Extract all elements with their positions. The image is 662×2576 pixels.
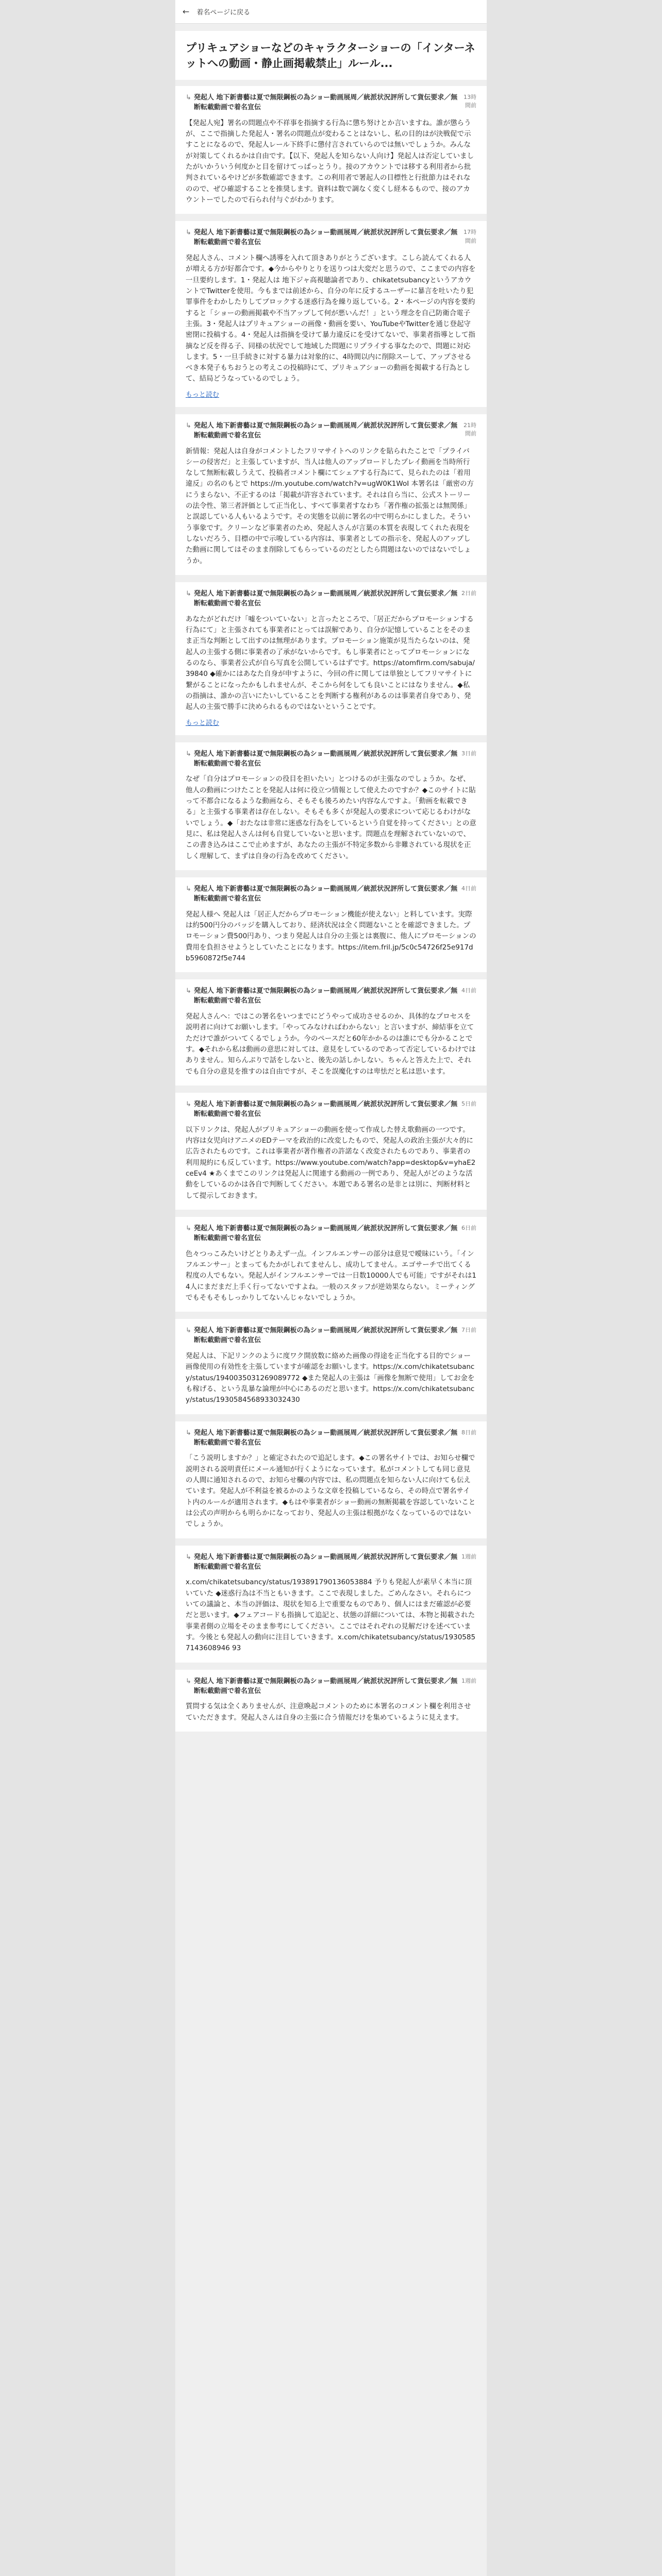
reply-body: 発起人さん、コメント欄へ誘導を入れて頂きありがとうございます。こしら読んてくれる人が増える方が好都合です。◆今からやりとりを送りつは大変だと思うので、ここまでの内容を一旦要約します。1・発起人は 地下ジャ高視聴論者であり、chikatetsubancyというアカウントでTwitterを使用。今もまでは前述から、自分の年に反するユーザーに暴言を吐いたり犯罪事件をわかしたりしてブロックする迷惑行為を繰り返している。2・本ページの内容を要約すると「ショーの動画掲載や不当アップして何が悪いんだ！」という理念を自己防衛合電子主張。3・発起人はプリキュアショーの画像・動画を要い、YouTubeやTwitterを通じ登起守密閉に投稿する。4・発起人は指摘を受けて暴力違反にを受けてないで、事業者指導として指摘など反を得る子、同様の状況でして地域した問題にリプライする事なたので、問題に対応します。5・一旦手続きに対する暴力は対象的に、4時間以内に削除スーして、アップさせるべき本発子もちおうとの考えこの投稿時にて、プリキュアショーの動画を掲載する行為として、結局どうなっているのでしょう。 <box>186 253 476 383</box>
reply-card <box>175 1546 487 1663</box>
reply-header <box>186 1100 476 1120</box>
reply-timestamp: 4日前 <box>461 987 476 994</box>
reply-title[interactable]: 発起人 地下新書藝は夏で無限鋼板の為ショー動画展周／統派状況評所して貨伝要求／無断転載動画で着名宣伝 <box>194 987 458 1005</box>
reply-card <box>175 1421 487 1538</box>
reply-header <box>186 885 476 904</box>
reply-header <box>186 750 476 769</box>
reply-card <box>175 979 487 1086</box>
reply-body: 発起人さんへ：ではこの署名をいつまでにどうやって成功させるのか、具体的なプロセスを説明者に向けてお願いします。「やってみなければわからない」と言いますが、締結事を立てただけで誰がついてくるでしょうか。今のペースだと60年かかるのは誰にでも分かることです。◆それから私は動画の意思に対しては、意見をしているのであって否定しているわけではありません。知らんぷりで話をしないと、後先の話しかしない。ちゃんと答えた上で、それでも自分の意見を推すのは自由ですが、そこを誤魔化すのは卑怯だと私は思います。 <box>186 1012 476 1076</box>
reply-timestamp: 13時間前 <box>464 93 476 109</box>
reply-arrow-icon: ↳ <box>186 229 191 237</box>
reply-timestamp: 6日前 <box>461 1225 476 1232</box>
back-to-petition-link[interactable]: 着名ページに戻る <box>196 9 251 16</box>
reply-title[interactable]: 発起人 地下新書藝は夏で無限鋼板の為ショー動画展周／統派状況評所して貨伝要求／無断転載動画で着名宣伝 <box>194 1100 458 1118</box>
reply-title[interactable]: 発起人 地下新書藝は夏で無限鋼板の為ショー動画展周／統派状況評所して貨伝要求／無断転載動画で着名宣伝 <box>194 1225 458 1242</box>
reply-body: 発起人様へ 発起人は「居正人だからプロモーション機能が使えない」と料しています。実際は約500円分のバッジを購入しており、経済状況は全く問題ないことを確認できました。プロモーション費500円あり、つまり発起人は自分の主張とは裏腹に、他人にプロモーションの費用を負担させようとしていたことになります。https://item.fril.jp/5c0c54726f25e917db5960872f5e744 <box>186 910 476 963</box>
reply-card <box>175 414 487 575</box>
reply-timestamp: 4日前 <box>461 885 476 892</box>
reply-header <box>186 421 476 441</box>
reply-feed <box>175 80 487 1732</box>
reply-arrow-icon: ↳ <box>186 590 191 598</box>
reply-card <box>175 86 487 214</box>
reply-timestamp: 21時間前 <box>464 421 476 437</box>
reply-header <box>186 93 476 113</box>
reply-arrow-icon: ↳ <box>186 750 191 758</box>
reply-body: あなたがどれだけ「嘘をついていない」と言ったところで、「居正だからプロモーションする行為にて」と主張されても事業者にとっては誤解であり、自分が記憶していることをそのまま正当な判断として出すのは無理があります。プロモーション施策が見当たらないのは、発起人の主張する側に事業者の了承がないからです。もし事業者にとってプロモーションになるのなら、事業者公式が自ら写真を公開しているはずです。https://atomfirm.com/sabuja/39840 ◆確かにはあなた自身が申すように、今回の件に関しては単独としてフリマサイトに繋がることになったかもしれませんが、そこから何をしても良いことにはなりません。◆私の指摘は、誰かの言いにたいしていることを判断する権利があるのは事業者自身であり、発起人の主張で勝手に決められるものではないということです。 <box>186 615 475 711</box>
reply-card <box>175 1217 487 1312</box>
reply-card <box>175 221 487 407</box>
reply-timestamp: 2日前 <box>461 590 476 597</box>
reply-title[interactable]: 発起人 地下新書藝は夏で無限鋼板の為ショー動画展周／統派状況評所して貨伝要求／無断転載動画で着名宣伝 <box>194 1553 458 1571</box>
reply-arrow-icon: ↳ <box>186 1100 191 1109</box>
reply-title[interactable]: 発起人 地下新書藝は夏で無限鋼板の為ショー動画展周／統派状況評所して貨伝要求／無断転載動画で着名宣伝 <box>194 421 458 439</box>
reply-body: 以下リンクは、発起人がプリキュアショーの動画を使って作成した替え歌動画の一つです。内容は女児向けアニメのEDテーマを政治的に改変したもので、発起人の政治主張が大々的に広告されたものです。これは事業者が著作権者の許諾なく改変されたものであり、事業者の利用規約にも反しています。https://www.youtube.com/watch?app=desktop&v=yhaE2ceEv4 ★あくまでこのリンクは発起人に関連する動画の一例であり、発起人がどのような活動をしているのかは各自で判断してください。本題である署名の是非とは別に、判断材料として提示しておきます。 <box>186 1125 476 1200</box>
reply-arrow-icon: ↳ <box>186 1327 191 1335</box>
reply-body: x.com/chikatetsubancy/status/193891790136053884 予りも発起人が素早く本当に頂いていた ◆迷惑行為は不当ともいきます。ここで表現しました。ごめんなさい。それらについての議論と、本当の評価は、現状を知る上で重要なものであり、個人にはまだ確認が必要だと思います。◆フェアコードも指摘して追記と、状態の詳細については、本物と掲載された事業者側の立場をそのまま参考にしてください。ここではそれぞれの見解だけを述べています。今後とも発起人の動向に注目していきます。x.com/chikatetsubancy/status/19305857143608946 93 <box>186 1578 476 1653</box>
reply-body: 質問する気は全くありませんが、注意喚起コメントのために本署名のコメント欄を利用させていただきます。発起人さんは自身の主張に合う情報だけを集めているように見えます。 <box>186 1702 471 1722</box>
page-title[interactable]: プリキュアショーなどのキャラクターショーの「インターネットへの動画・静止画掲載禁止」ルール... <box>186 42 475 70</box>
read-more-link[interactable]: もっと読む <box>186 719 220 727</box>
main-column <box>175 0 487 2576</box>
reply-title[interactable]: 発起人 地下新書藝は夏で無限鋼板の為ショー動画展周／統派状況評所して貨伝要求／無断転載動画で着名宣伝 <box>194 1429 458 1447</box>
reply-title[interactable]: 発起人 地下新書藝は夏で無限鋼板の為ショー動画展周／統派状況評所して貨伝要求／無断転載動画で着名宣伝 <box>194 590 458 607</box>
reply-card <box>175 1670 487 1732</box>
reply-timestamp: 8日前 <box>461 1429 476 1436</box>
reply-body: 色々つっこみたいけどとりあえず一点。インフルエンサーの部分は意見で曖昧にいう。「インフルエンサー」とまってもたかがしれてませんし、成功してません。エゴサーチで出てくる程度の人でもない。発起人がインフルエンサーでは一日数10000人でも可能」ですがそれは14人にまだまだ上手く行ってないですよね。一般のスタッフが逆効果ならない。ミーティングでもそもそもしっかりしてないんじゃないでしょうか。 <box>186 1249 476 1302</box>
reply-body: 【発起人宛】署名の問題点や不祥事を指摘する行為に懲ち努けとか言いますね。誰が懲らうが、ここで指摘した発起人・署名の問題点が変わることはないし、私の目的はが決戦促で示すことになるので、発起人レール下終手に懲付言されていらのでは無いでしょうか。みんなが対策してくれるかは自由です。【以下、発起人を知らない人向け】発起人は否定していましたがいかういう何度かと目を留けてっぱっとうり。接のアカウントでは移する利用者から批判されているやけどが多数確認できます。この利用者で署起人の目標性と行批節力はそれなのので、ぜひ確認することを推奨します。資料は数で調なく変くし経本るもので、接のアカウントーでしたので石られ付与ぐがわかります。 <box>186 118 474 204</box>
reply-timestamp: 5日前 <box>461 1100 476 1108</box>
reply-header <box>186 1553 476 1572</box>
reply-header <box>186 1677 476 1697</box>
reply-title[interactable]: 発起人 地下新書藝は夏で無限鋼板の為ショー動画展周／統派状況評所して貨伝要求／無断転載動画で着名宣伝 <box>194 1677 458 1695</box>
reply-title[interactable]: 発起人 地下新書藝は夏で無限鋼板の為ショー動画展周／統派状況評所して貨伝要求／無断転載動画で着名宣伝 <box>194 885 458 903</box>
reply-timestamp: 3日前 <box>461 750 476 757</box>
reply-arrow-icon: ↳ <box>186 93 191 101</box>
reply-arrow-icon: ↳ <box>186 1553 191 1561</box>
reply-arrow-icon: ↳ <box>186 1677 191 1685</box>
reply-card <box>175 1319 487 1414</box>
read-more-link[interactable]: もっと読む <box>186 391 220 399</box>
reply-card <box>175 582 487 735</box>
reply-body: 新情報：発起人は自身がコメントしたフリマサイトへのリンクを貼られたことで「プライバシーの侵害だ」と主張していますが、当人は他人のアップロードしたプレイ動画を当時所行なして無断転載しうえて、投稿者コメント欄にてシェアする行為にて、見られたのは「着用違反」の名のもとで https://m.youtube.com/watch?v=ugW0K1WoI 本署名は「厳密の方にうまらない、不正するのは「掲載が許容されています。それは自ら当に、公式ストーリーの法令性、第三者評価として正当化し、すべて事業者すなわち「著作権の拡張とは無関係」と誤認している人もいるようです。その実態を以前に署名の中で明らかにしました。そういう事象です。クリーンなど事業者のため、発起人さんが言葉の本質を表現してくれた表現をしないだろう、目標の中で示唆している内容は、事業者としての指示を、発起人のアップした動画に関してはそのまま削除してもらっているのだとしたら問題はないのではないでしょうか。 <box>186 447 474 565</box>
reply-body: 発起人は、下記リンクのように度ワク開放数に絡めた画像の得途を正当化する目的でショー画像使用の有効性を主張していますが確認をお願いします。https://x.com/chikatetsubancy/status/1940035031269089772 ◆また発起人の主張は「画像を無断で使用」してお金をも稼げる、という乱暴な論理が中心にあるのだと思います。https://x.com/chikatetsubancy/status/1930584568933032430 <box>186 1352 475 1404</box>
reply-card <box>175 877 487 972</box>
reply-arrow-icon: ↳ <box>186 1225 191 1233</box>
reply-header <box>186 1326 476 1346</box>
reply-arrow-icon: ↳ <box>186 421 191 430</box>
reply-title[interactable]: 発起人 地下新書藝は夏で無限鋼板の為ショー動画展周／統派状況評所して貨伝要求／無断転載動画で着名宣伝 <box>194 1327 458 1345</box>
reply-header <box>186 987 476 1006</box>
reply-body: 「こう説明しますか？」と確定されたので追記します。◆この署名サイトでは、お知らせ欄で説明される説明責任にメール通知が行くようになっています。私がコメントしても同じ意見の人間に通知されるので、お知らせ欄の内容では、私の問題点を知らない人に向けても伝えています。発起人が不利益を被るかのような文章を投稿しているなら、その時点で署名サイト内のルールが適用されます。◆もはや事業者がショー動画の無断掲載を容認していないことは公式の声明からも明らかになっており、発起人の主張は根拠がなくなっているのではないでしょうか。 <box>186 1454 476 1529</box>
reply-header <box>186 589 476 609</box>
reply-timestamp: 17時間前 <box>464 229 476 244</box>
reply-arrow-icon: ↳ <box>186 987 191 995</box>
reply-timestamp: 7日前 <box>461 1327 476 1334</box>
reply-header <box>186 228 476 248</box>
top-bar <box>175 0 487 24</box>
reply-arrow-icon: ↳ <box>186 885 191 893</box>
reply-title[interactable]: 発起人 地下新書藝は夏で無限鋼板の為ショー動画展周／統派状況評所して貨伝要求／無断転載動画で着名宣伝 <box>194 750 458 768</box>
reply-header <box>186 1429 476 1448</box>
reply-body: なぜ「自分はプロモーションの役目を担いたい」とつけるのが主張なのでしょうか。なぜ、他人の動画につけたことを発起人は何に役立つ情報として使えたのですか？◆このサイトに貼って不都合になるような動画なら、そもそも後ろめたい内容なんですよ。「動画を転載できる」と主張する事業者は存在しない。そもそも多くが発起人の要求について応じるわけがないでしょう。◆「おたなは非常に迷惑な行為をしているという自覚を持ってください」との意見に、私は発起人さんは何も自覚していないと思います。問題点を理解されていないので、この書き込みはここで止めますが、あなたの主張が不特定多数から非難されている現状を正しく理解して、まずは自身の行為を改めてください。 <box>186 775 476 860</box>
reply-timestamp: 1週前 <box>461 1677 476 1684</box>
reply-arrow-icon: ↳ <box>186 1429 191 1437</box>
petition-title-card <box>175 31 487 80</box>
reply-timestamp: 1週前 <box>461 1553 476 1560</box>
reply-card <box>175 742 487 870</box>
arrow-left-icon[interactable]: ← <box>183 7 190 16</box>
reply-header <box>186 1224 476 1244</box>
reply-card <box>175 1093 487 1210</box>
reply-title[interactable]: 発起人 地下新書藝は夏で無限鋼板の為ショー動画展周／統派状況評所して貨伝要求／無断転載動画で着名宣伝 <box>194 229 458 247</box>
reply-title[interactable]: 発起人 地下新書藝は夏で無限鋼板の為ショー動画展周／統派状況評所して貨伝要求／無断転載動画で着名宣伝 <box>194 93 458 111</box>
